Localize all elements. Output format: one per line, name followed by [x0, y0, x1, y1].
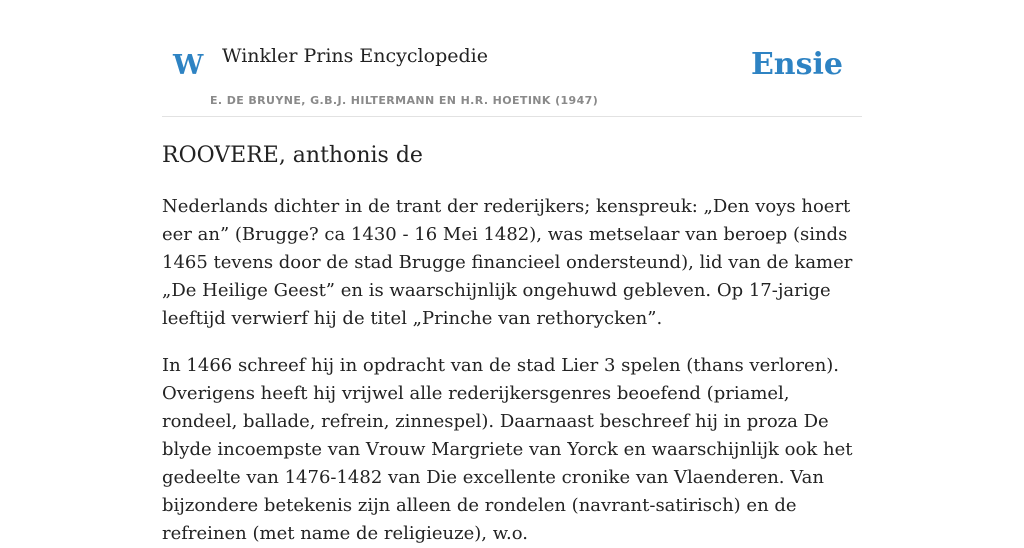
entry-title: ROOVERE, anthonis de: [162, 143, 423, 168]
entry-paragraph: Nederlands dichter in de trant der rederijkers; kenspreuk: „Den voys hoert eer an” (Brugge? ca 1430 - 16 Mei 1482), was metselaar van beroep (sinds 1465 tevens door de stad Brugge financieel ondersteund), lid van de kamer „De Heilige Geest” en is waarschijnlijk ongehuwd gebleven. Op 17-jarige leeftijd verwierf hij de titel „Prinche van rethorycken”.: [162, 196, 853, 330]
authors-credit: E. DE BRUYNE, G.B.J. HILTERMANN EN H.R. HOETINK (1947): [210, 94, 599, 107]
site-header: [162, 0, 862, 117]
site-logo-icon[interactable]: W: [173, 50, 204, 81]
page: [162, 0, 862, 548]
site-title[interactable]: Winkler Prins Encyclopedie: [222, 45, 488, 67]
entry-paragraph: In 1466 schreef hij in opdracht van de stad Lier 3 spelen (thans verloren). Overigens heeft hij vrijwel alle rederijkersgenres beoefend (priamel, rondeel, ballade, refrein, zinnespel). Daarnaast beschreef hij in proza De blyde incoempste van Vrouw Margriete van Yorck en waarschijnlijk ook het gedeelte van 1476-1482 van Die excellente cronike van Vlaenderen. Van bijzondere betekenis zijn alleen de rondelen (navrant-satirisch) en de refreinen (met name de religieuze), w.o.: [162, 355, 853, 545]
ensie-brand-link[interactable]: Ensie: [750, 47, 843, 82]
article: [162, 143, 862, 548]
